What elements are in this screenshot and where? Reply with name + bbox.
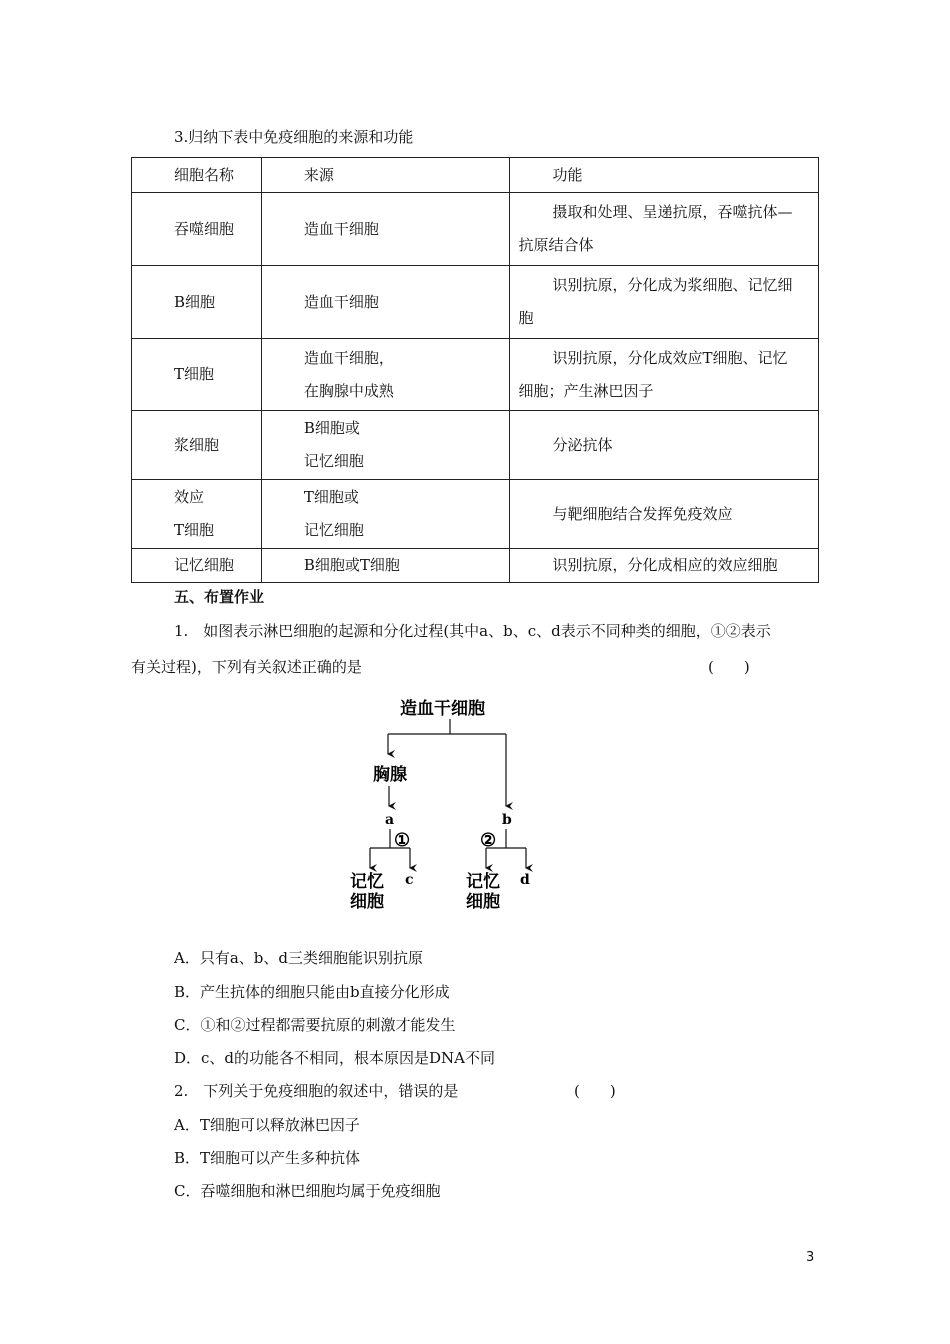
q1-stem-line1: 1. 如图表示淋巴细胞的起源和分化过程(其中a、b、c、d表示不同种类的细胞，①②表示 [174,622,771,640]
header-cell-name: 细胞名称 [132,158,262,193]
q1-option-d: D．c、d的功能各不相同，根本原因是DNA不同 [174,1049,496,1067]
table-row [132,266,819,339]
memory-cell-2-line2: 细胞 [466,892,500,912]
memory-cell-1-line2: 细胞 [350,892,384,912]
table-row [132,193,819,266]
step-1-label: ① [394,830,411,851]
table-row [132,411,819,480]
cell-name: T细胞 [174,521,215,539]
cell-name: T细胞 [174,365,215,383]
cell-name: 效应 [174,488,205,506]
step-2-label: ② [480,830,497,851]
page-number: 3 [806,1250,815,1265]
cell-source: 记忆细胞 [303,452,364,470]
q2-option-b: B．T细胞可以产生多种抗体 [174,1149,361,1167]
section3-title: 3.归纳下表中免疫细胞的来源和功能 [174,128,414,146]
cell-source: 造血干细胞 [303,219,379,238]
table-row [132,549,819,583]
cell-name: 吞噬细胞 [174,219,235,238]
header-cell-function: 功能 [510,158,819,193]
cell-name: 记忆细胞 [174,556,235,574]
cell-a-label: a [385,812,395,828]
q2-answer-paren: ( ) [574,1082,616,1100]
cell-b-label: b [502,812,512,828]
cell-function: 细胞；产生淋巴因子 [518,381,654,400]
table-row [132,339,819,411]
lymphocyte-diagram [340,692,580,918]
q1-stem-line2: 有关过程)，下列有关叙述正确的是 [131,658,362,676]
q1-option-c: C．①和②过程都需要抗原的刺激才能发生 [174,1016,456,1034]
cell-c-label: c [405,872,414,888]
cell-function: 识别抗原，分化成相应的效应细胞 [552,556,778,574]
cell-source: 记忆细胞 [303,521,364,539]
q1-answer-paren: ( ) [708,658,750,676]
memory-cell-1-line1: 记忆 [350,872,384,892]
q2-option-c: C．吞噬细胞和淋巴细胞均属于免疫细胞 [174,1182,441,1200]
q2-option-a: A．T细胞可以释放淋巴因子 [174,1116,360,1134]
cell-source: 造血干细胞 [303,292,379,311]
q1-option-b: B．产生抗体的细胞只能由b直接分化形成 [174,983,450,1001]
cell-function: 摄取和处理、呈递抗原，吞噬抗体— [552,203,793,221]
cell-name: 浆细胞 [174,435,220,454]
q1-option-a: A．只有a、b、d三类细胞能识别抗原 [174,949,423,967]
cell-function: 与靶细胞结合发挥免疫效应 [552,504,733,523]
cell-function: 识别抗原，分化成为浆细胞、记忆细 [552,276,793,294]
cell-name: B细胞 [174,292,216,311]
section5-heading: 五、布置作业 [174,588,265,606]
cell-source: 在胸腺中成熟 [303,381,394,400]
hsc-label: 造血干细胞 [400,699,485,719]
cell-function: 分泌抗体 [552,435,613,454]
cell-source: T细胞或 [303,488,359,506]
cell-d-label: d [520,872,530,888]
table-header-row [132,158,819,193]
cell-source: B细胞或T细胞 [303,556,400,574]
header-cell-source: 来源 [261,158,510,193]
memory-cell-2-line1: 记忆 [466,872,500,892]
cell-function: 识别抗原，分化成效应T细胞、记忆 [552,348,788,367]
cell-function: 抗原结合体 [518,236,594,254]
thymus-label: 胸腺 [373,765,407,785]
immune-cell-table [131,157,819,583]
cell-source: 造血干细胞， [303,348,394,367]
cell-function: 胞 [518,309,534,327]
q2-stem: 2. 下列关于免疫细胞的叙述中，错误的是 [174,1082,459,1100]
table-row [132,480,819,549]
cell-source: B细胞或 [303,419,360,437]
